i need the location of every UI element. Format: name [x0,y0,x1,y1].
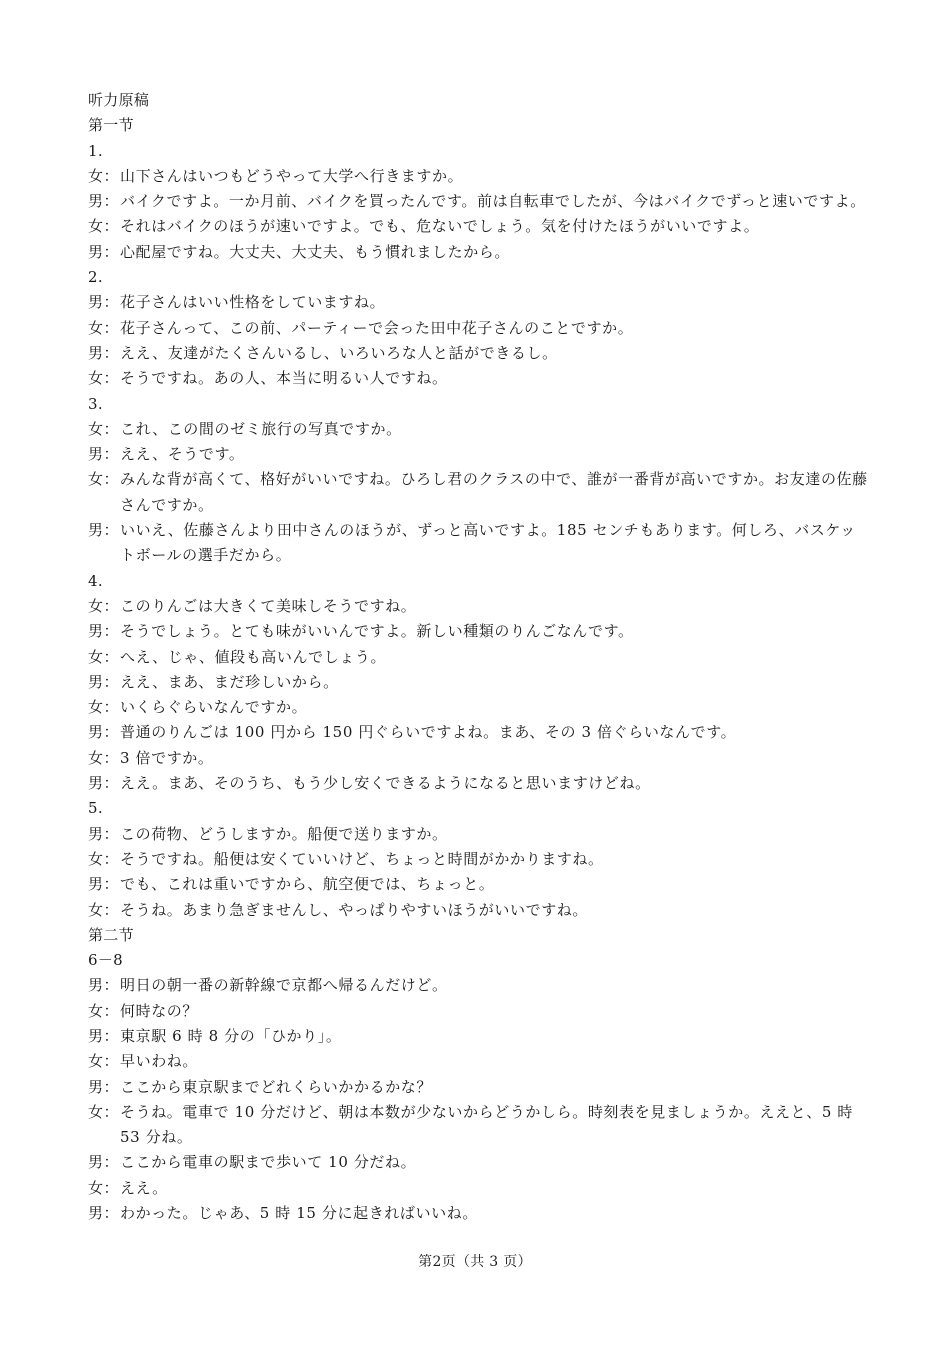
dialogue-line [88,898,868,923]
speaker-label: 男 [88,445,104,464]
dialogue-line [88,442,868,467]
speaker-colon: ： [103,242,119,261]
dialogue-line [88,695,868,720]
utterance-text: わかった。じゃあ、5 時 15 分に起きればいいね。 [120,1204,478,1223]
question-number: 4. [88,571,103,590]
section-heading: 第一节 [88,116,134,135]
speaker-label: 男 [88,672,104,691]
speaker-label: 男 [88,1153,104,1172]
dialogue-line [88,973,868,998]
dialogue-line [88,619,868,644]
utterance-text: それはバイクのほうが速いですよ。でも、危ないでしょう。気を付けたほうがいいですよ。 [120,217,760,236]
utterance-text: ええ。まあ、そのうち、もう少し安くできるようになると思いますけどね。 [120,774,651,793]
speaker-label: 男 [88,242,104,261]
speaker-colon: ： [103,774,119,793]
dialogue-line [88,341,868,366]
speaker-label: 女 [88,596,104,615]
utterance-text: これ、この間のゼミ旅行の写真ですか。 [120,419,402,438]
speaker-colon: ： [103,1204,119,1223]
dialogue-line [88,290,868,315]
speaker-colon: ： [103,343,119,362]
speaker-label: 男 [88,521,104,540]
speaker-label: 女 [88,647,104,666]
dialogue-line [88,417,868,442]
speaker-label: 男 [88,976,104,995]
utterance-text: ええ、まあ、まだ珍しいから。 [120,672,339,691]
dialogue-line [88,999,868,1024]
speaker-colon: ： [103,293,119,312]
speaker-label: 男 [88,1077,104,1096]
utterance-text: そうですね。あの人、本当に明るい人ですね。 [120,369,448,388]
utterance-text: この荷物、どうしますか。船便で送りますか。 [120,824,448,843]
speaker-label: 女 [88,698,104,717]
utterance-text: 何時なの？ [120,1001,199,1020]
speaker-colon: ： [103,698,119,717]
utterance-text: 早いわね。 [120,1052,199,1071]
utterance-text: 花子さんはいい性格をしていますね。 [120,293,386,312]
speaker-label: 男 [88,293,104,312]
page-footer: 第2页（共 3 页） [418,1254,532,1270]
section-heading: 第二节 [88,925,134,944]
speaker-colon: ： [103,445,119,464]
utterance-text: へえ、じゃ、値段も高いんでしょう。 [120,647,387,666]
transcript-body [88,88,868,1226]
utterance-text: でも、これは重いですから、航空便では、ちょっと。 [120,875,495,894]
speaker-colon: ： [103,419,119,438]
speaker-colon: ： [103,748,119,767]
speaker-label: 女 [88,1001,104,1020]
dialogue-line [88,645,868,670]
speaker-colon: ： [103,470,119,489]
dialogue-line [88,518,868,569]
utterance-text: そうね。あまり急ぎませんし、やっぱりやすいほうがいいですね。 [120,900,589,919]
utterance-text: ええ、友達がたくさんいるし、いろいろな人と話ができるし。 [120,343,558,362]
speaker-colon: ： [103,1178,119,1197]
utterance-text: ここから東京駅までどれくらいかかるかな？ [120,1077,433,1096]
speaker-label: 女 [88,166,104,185]
dialogue-line [88,1075,868,1100]
speaker-colon: ： [103,318,119,337]
utterance-text: 3 倍ですか。 [120,748,214,767]
speaker-label: 女 [88,470,104,489]
question-number: 1. [88,141,103,160]
speaker-label: 女 [88,318,104,337]
dialogue-line [88,847,868,872]
utterance-text: バイクですよ。一か月前、バイクを買ったんです。前は自転車でしたが、今はバイクでずっと速いですよ。 [120,192,866,211]
speaker-colon: ： [103,976,119,995]
speaker-label: 男 [88,1026,104,1045]
speaker-label: 男 [88,192,104,211]
speaker-colon: ： [103,622,119,641]
speaker-colon: ： [103,849,119,868]
utterance-text: 普通のりんごは 100 円から 150 円ぐらいですよね。まあ、その 3 倍ぐらいなんです。 [120,723,737,742]
question-number: 5. [88,799,103,818]
speaker-colon: ： [103,369,119,388]
dialogue-line [88,316,868,341]
speaker-label: 女 [88,1178,104,1197]
dialogue-line [88,366,868,391]
speaker-label: 男 [88,343,104,362]
question-number: 6－8 [88,951,123,970]
speaker-colon: ： [103,647,119,666]
utterance-text: 明日の朝一番の新幹線で京都へ帰るんだけど。 [120,976,448,995]
utterance-text: ええ。 [120,1178,168,1197]
speaker-colon: ： [103,521,119,540]
speaker-colon: ： [103,672,119,691]
speaker-colon: ： [103,1052,119,1071]
question-number: 2. [88,268,103,287]
utterance-text: そうですね。船便は安くていいけど、ちょっと時間がかかりますね。 [120,849,604,868]
speaker-colon: ： [103,192,119,211]
dialogue-line [88,1024,868,1049]
speaker-colon: ： [103,1001,119,1020]
speaker-colon: ： [103,217,119,236]
speaker-colon: ： [103,875,119,894]
dialogue-line [88,670,868,695]
speaker-label: 男 [88,824,104,843]
speaker-colon: ： [103,1102,119,1121]
utterance-text: ここから電車の駅まで歩いて 10 分だね。 [120,1153,417,1172]
utterance-text: そうでしょう。とても味がいいんですよ。新しい種類のりんごなんです。 [120,622,634,641]
speaker-label: 女 [88,900,104,919]
utterance-text: 山下さんはいつもどうやって大学へ行きますか。 [120,166,464,185]
speaker-label: 男 [88,622,104,641]
dialogue-line [88,872,868,897]
utterance-text: そうね。電車で 10 分だけど、朝は本数が少ないからどうかしら。時刻表を見ましょうか。ええと、5 時 53 分ね。 [120,1102,853,1147]
dialogue-line [88,189,868,214]
speaker-colon: ： [103,166,119,185]
speaker-label: 男 [88,1204,104,1223]
speaker-label: 男 [88,875,104,894]
dialogue-line [88,1201,868,1226]
dialogue-line [88,1049,868,1074]
speaker-colon: ： [103,1153,119,1172]
speaker-label: 女 [88,849,104,868]
dialogue-line [88,1176,868,1201]
speaker-colon: ： [103,1077,119,1096]
dialogue-line [88,771,868,796]
speaker-label: 男 [88,774,104,793]
dialogue-line [88,164,868,189]
utterance-text: 東京駅 6 時 8 分の「ひかり」。 [120,1026,342,1045]
speaker-colon: ： [103,1026,119,1045]
utterance-text: 花子さんって、この前、パーティーで会った田中花子さんのことですか。 [120,318,634,337]
speaker-label: 女 [88,217,104,236]
dialogue-line [88,467,868,518]
utterance-text: いくらぐらいなんですか。 [120,698,308,717]
dialogue-line [88,822,868,847]
speaker-label: 女 [88,1102,104,1121]
utterance-text: 心配屋ですね。大丈夫、大丈夫、もう慣れましたから。 [120,242,511,261]
utterance-text: ええ、そうです。 [120,445,245,464]
utterance-text: みんな背が高くて、格好がいいですね。ひろし君のクラスの中で、誰が一番背が高いですか。お友達の佐藤さんですか。 [120,470,868,514]
speaker-colon: ： [103,824,119,843]
dialogue-line [88,1100,868,1151]
speaker-colon: ： [103,900,119,919]
dialogue-line [88,214,868,239]
utterance-text: このりんごは大きくて美味しそうですね。 [120,596,417,615]
utterance-text: いいえ、佐藤さんより田中さんのほうが、ずっと高いですよ。185 センチもあります。何しろ、バスケットボールの選手だから。 [120,521,856,565]
speaker-label: 女 [88,369,104,388]
speaker-colon: ： [103,596,119,615]
section-heading: 听力原稿 [88,91,150,109]
dialogue-line [88,720,868,745]
speaker-label: 女 [88,1052,104,1071]
dialogue-line [88,746,868,771]
question-number: 3. [88,394,103,413]
speaker-label: 女 [88,748,104,767]
dialogue-line [88,1150,868,1175]
speaker-label: 女 [88,419,104,438]
dialogue-line [88,240,868,265]
speaker-colon: ： [103,723,119,742]
dialogue-line [88,594,868,619]
speaker-label: 男 [88,723,104,742]
